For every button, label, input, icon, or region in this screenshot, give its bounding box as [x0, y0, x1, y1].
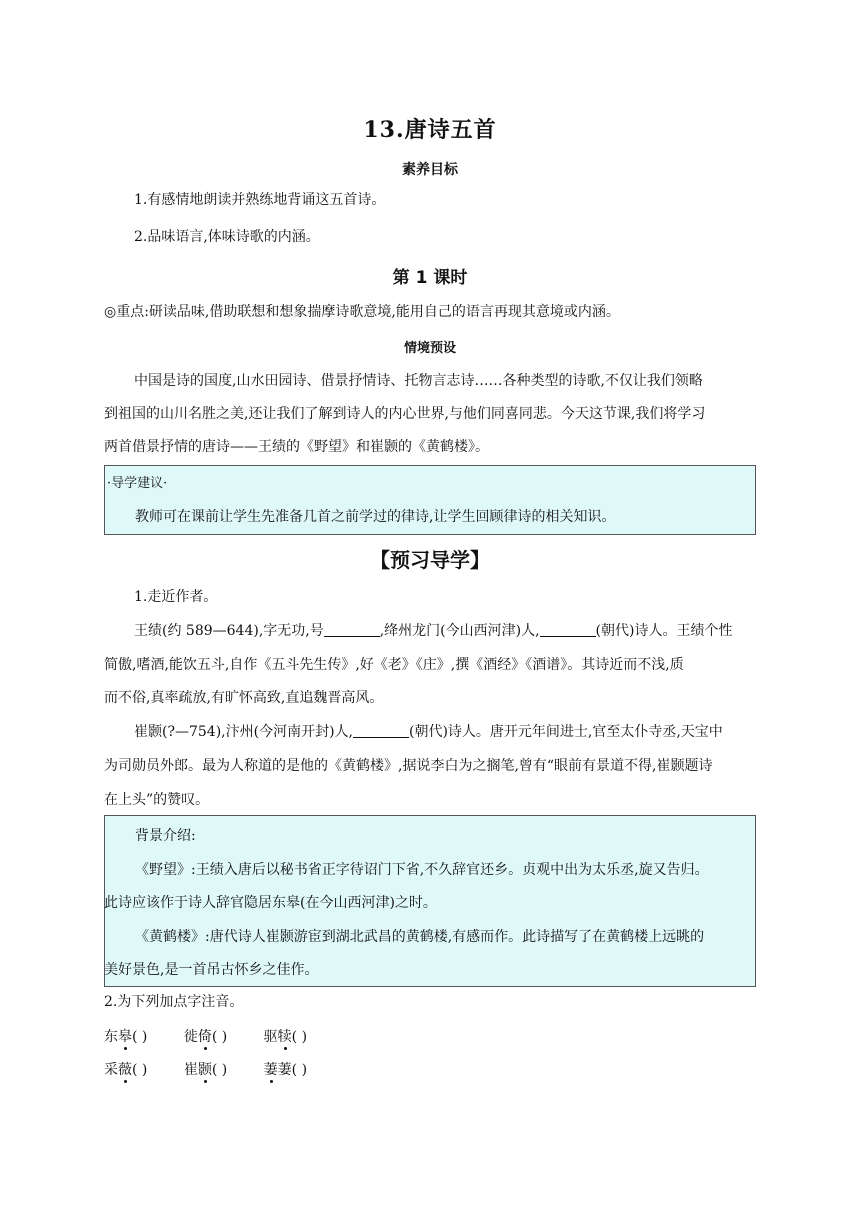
scenario-line: 到祖国的山川名胜之美,还让我们了解到诗人的内心世界,与他们同喜同悲。今天这节课,我们将学习: [104, 406, 706, 422]
dotted-char: 萋: [263, 1062, 278, 1078]
dotted-char: 薇: [118, 1062, 132, 1078]
background-box: [104, 815, 756, 987]
dotted-char: 皋: [118, 1029, 132, 1045]
background-line: 美好景色,是一首吊古怀乡之佳作。: [104, 962, 319, 978]
pinyin-item: 徙倚( ): [183, 1029, 228, 1045]
wang-line-3: 而不俗,真率疏放,有旷怀高致,直追魏晋高风。: [104, 690, 384, 706]
dotted-char: 颢: [197, 1062, 212, 1078]
fill-blank[interactable]: [324, 622, 380, 637]
wang-line-1: [134, 621, 732, 641]
pinyin-item: 崔颢( ): [183, 1062, 228, 1078]
pinyin-answer[interactable]: ( ): [132, 1029, 148, 1045]
pinyin-answer[interactable]: ( ): [211, 1062, 228, 1078]
goal-item: 2.品味语言,体味诗歌的内涵。: [134, 229, 320, 245]
goal-item: 1.有感情地朗读并熟练地背诵这五首诗。: [134, 192, 386, 208]
dotted-char: 倚: [197, 1029, 212, 1045]
pinyin-row: [104, 1059, 339, 1079]
fill-blank[interactable]: [540, 622, 596, 637]
cui-line-1: [134, 722, 723, 742]
pinyin-row: [104, 1026, 339, 1046]
scenario-line: 中国是诗的国度,山水田园诗、借景抒情诗、托物言志诗……各种类型的诗歌,不仅让我们领略: [134, 373, 703, 389]
pinyin-item: 萋萋( ): [263, 1062, 308, 1078]
question-2: 2.为下列加点字注音。: [104, 994, 244, 1010]
cui-text: 崔颢(?—754),汴州(今河南开封)人,: [134, 724, 353, 740]
pinyin-answer[interactable]: ( ): [291, 1029, 308, 1045]
goals-heading: 素养目标: [402, 162, 458, 178]
cui-line-2: 为司勋员外郎。最为人称道的是他的《黄鹤楼》,据说李白为之搁笔,曾有“眼前有景道不得,崔颢题诗: [104, 758, 713, 774]
fill-blank[interactable]: [353, 723, 409, 738]
pinyin-answer[interactable]: ( ): [291, 1062, 308, 1078]
pinyin-answer[interactable]: ( ): [132, 1062, 148, 1078]
wang-text: (朝代)诗人。王绩个性: [595, 623, 733, 639]
background-label: 背景介绍:: [135, 828, 196, 844]
guide-text: 教师可在课前让学生先准备几首之前学过的律诗,让学生回顾律诗的相关知识。: [135, 509, 616, 525]
wang-text: 王绩(约 589—644),字无功,号: [134, 623, 324, 639]
pinyin-item: 驱犊( ): [263, 1029, 308, 1045]
lesson-heading: 第 1 课时: [392, 268, 468, 288]
background-line: 《黄鹤楼》:唐代诗人崔颢游宦到湖北武昌的黄鹤楼,有感而作。此诗描写了在黄鹤楼上远眺的: [135, 929, 705, 945]
question-1: 1.走近作者。: [134, 589, 218, 605]
lesson-focus: ◎重点:研读品味,借助联想和想象揣摩诗歌意境,能用自己的语言再现其意境或内涵。: [104, 304, 620, 320]
wang-text: ,绛州龙门(今山西河津)人,: [379, 623, 540, 639]
pinyin-answer[interactable]: ( ): [211, 1029, 228, 1045]
pinyin-item: 采薇( ): [104, 1062, 148, 1078]
page-title: 13.唐诗五首: [363, 117, 497, 143]
guide-label: ·导学建议·: [107, 476, 168, 491]
cui-line-3: 在上头”的赞叹。: [104, 792, 210, 808]
background-line: 《野望》:王绩入唐后以秘书省正字待诏门下省,不久辞官还乡。贞观中出为太乐丞,旋又告归。: [135, 862, 709, 878]
background-line: 此诗应该作于诗人辞官隐居东皋(在今山西河津)之时。: [104, 895, 437, 911]
preview-heading: 【预习导学】: [370, 548, 490, 572]
scenario-heading: 情境预设: [403, 341, 456, 356]
scenario-line: 两首借景抒情的唐诗——王绩的《野望》和崔颢的《黄鹤楼》。: [104, 439, 489, 455]
pinyin-item: 东皋( ): [104, 1029, 148, 1045]
dotted-char: 犊: [277, 1029, 292, 1045]
cui-text: (朝代)诗人。唐开元年间进士,官至太仆寺丞,天宝中: [408, 724, 723, 740]
guide-box: [104, 465, 756, 535]
wang-line-2: 简傲,嗜酒,能饮五斗,自作《五斗先生传》,好《老》《庄》,撰《酒经》《酒谱》。其诗近而不浅,质: [104, 657, 684, 673]
